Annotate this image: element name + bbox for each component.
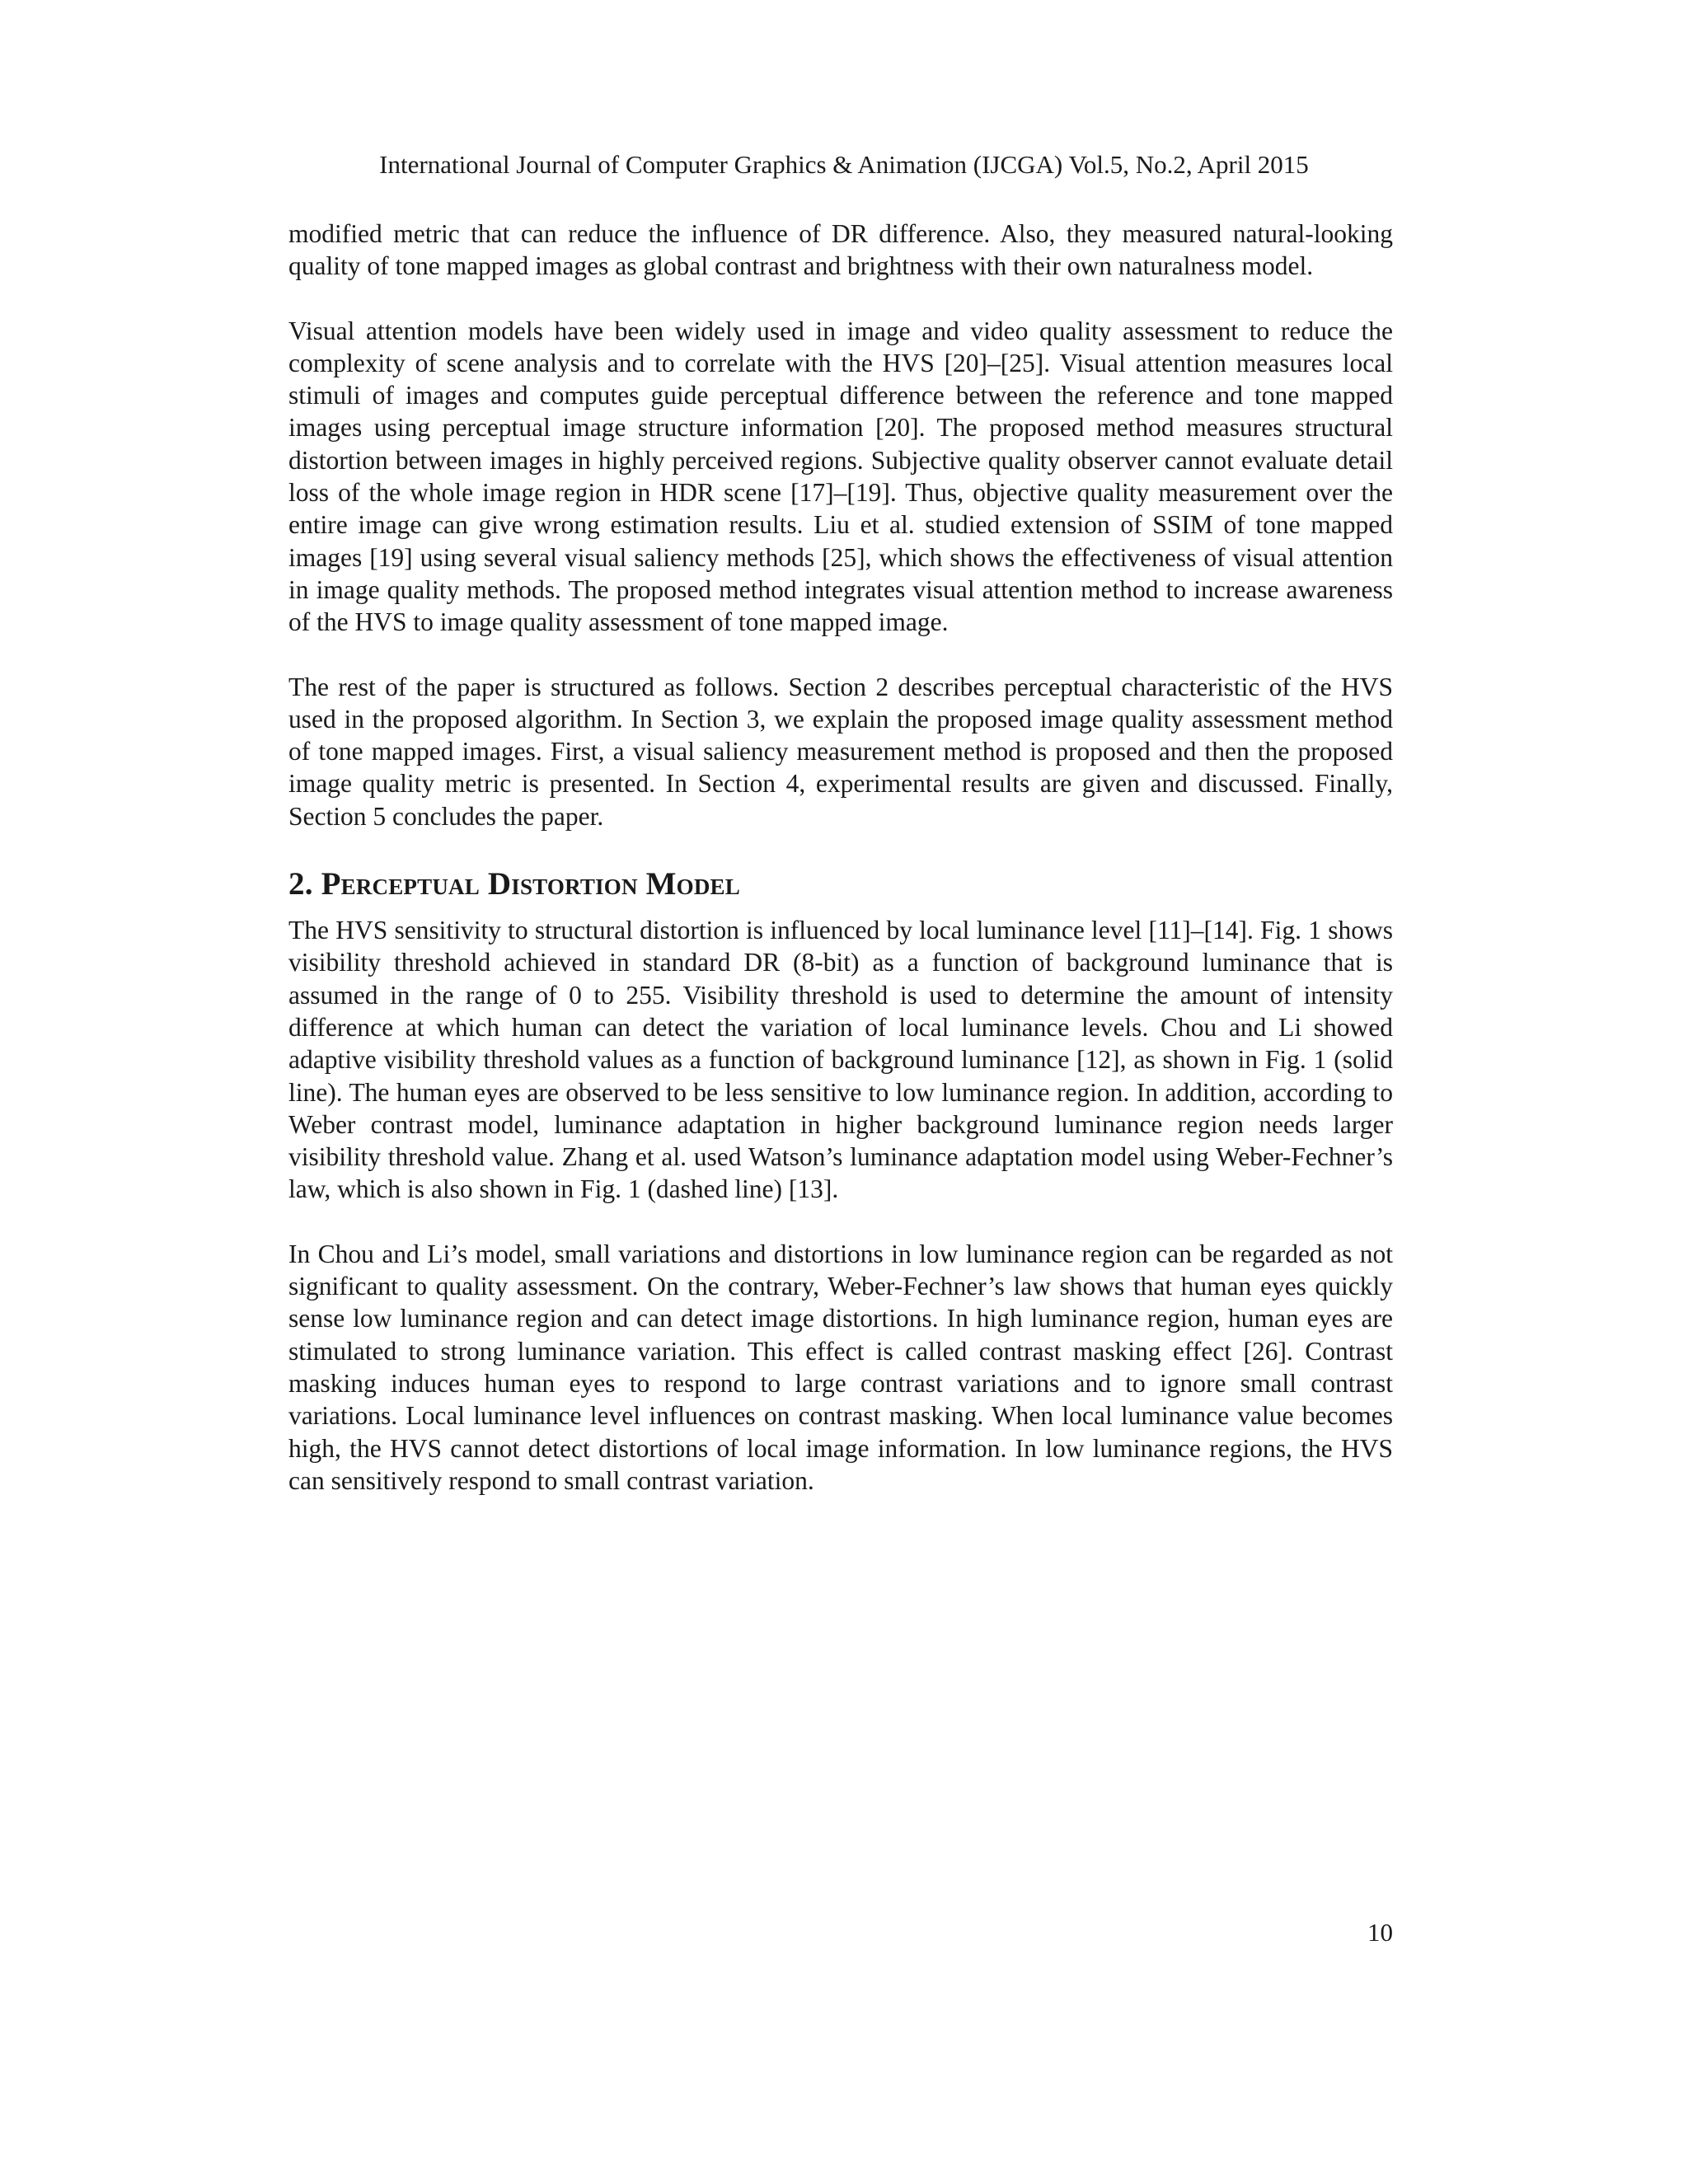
running-header: International Journal of Computer Graphics & Animation (IJCGA) Vol.5, No.2, April 2015	[379, 150, 1309, 179]
paragraph-intro-1: modified metric that can reduce the influence of DR difference. Also, they measured natural-looking quality of tone mapped images as global contrast and brightness with their own naturalness model.	[288, 219, 1393, 281]
paragraph-intro-3: The rest of the paper is structured as follows. Section 2 describes perceptual characteristic of the HVS used in the proposed algorithm. In Section 3, we explain the proposed image quality assessment method of tone mapped images. First, a visual saliency measurement method is proposed and then the proposed image quality metric is presented. In Section 4, experimental results are given and discussed. Finally, Section 5 concludes the paper.	[288, 672, 1393, 831]
body-text	[288, 218, 1393, 1529]
paragraph-intro-2: Visual attention models have been widely used in image and video quality assessment to reduce the complexity of scene analysis and to correlate with the HVS [20]–[25]. Visual attention measures local stimuli of images and computes guide perceptual difference between the reference and tone mapped images using perceptual image structure information [20]. The proposed method measures structural distortion between images in highly perceived regions. Subjective quality observer cannot evaluate detail loss of the whole image region in HDR scene [17]–[19]. Thus, objective quality measurement over the entire image can give wrong estimation results. Liu et al. studied extension of SSIM of tone mapped images [19] using several visual saliency methods [25], which shows the effectiveness of visual attention in image quality methods. The proposed method integrates visual attention method to increase awareness of the HVS to image quality assessment of tone mapped image.	[288, 316, 1393, 637]
page-number: 10	[1367, 1918, 1393, 1947]
paragraph-section-1: The HVS sensitivity to structural distortion is influenced by local luminance level [11]–[14]. Fig. 1 shows visibility threshold achieved in standard DR (8-bit) as a function of background luminance that is assumed in the range of 0 to 255. Visibility threshold is used to determine the amount of intensity difference at which human can detect the variation of local luminance levels. Chou and Li showed adaptive visibility threshold values as a function of background luminance [12], as shown in Fig. 1 (solid line). The human eyes are observed to be less sensitive to low luminance region. In addition, according to Weber contrast model, luminance adaptation in higher background luminance region needs larger visibility threshold value. Zhang et al. used Watson’s luminance adaptation model using Weber-Fechner’s law, which is also shown in Fig. 1 (dashed line) [13].	[288, 916, 1393, 1204]
paragraph-section-2: In Chou and Li’s model, small variations and distortions in low luminance region can be regarded as not significant to quality assessment. On the contrary, Weber-Fechner’s law shows that human eyes quickly sense low luminance region and can detect image distortions. In high luminance region, human eyes are stimulated to strong luminance variation. This effect is called contrast masking effect [26]. Contrast masking induces human eyes to respond to large contrast variations and to ignore small contrast variations. Local luminance level influences on contrast masking. When local luminance value becomes high, the HVS cannot detect distortions of local image information. In low luminance regions, the HVS can sensitively respond to small contrast variation.	[288, 1239, 1393, 1495]
section-heading: 2. Perceptual Distortion Model	[288, 866, 740, 902]
